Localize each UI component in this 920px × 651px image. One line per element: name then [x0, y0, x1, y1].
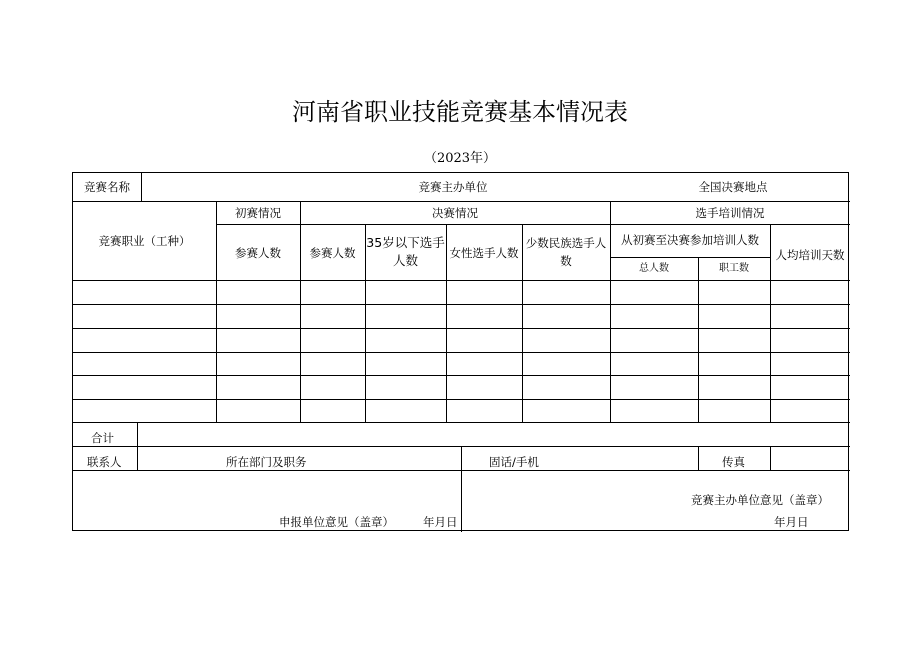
competition-name-label: 竞赛名称 [84, 180, 130, 194]
trained-count-header: 从初赛至决赛参加培训人数 [621, 233, 759, 247]
prelim-participants-header: 参赛人数 [235, 246, 281, 260]
total-row-label: 合计 [91, 431, 114, 445]
organizer-date: 年月日 [774, 515, 809, 529]
final-participants-header: 参赛人数 [309, 246, 356, 260]
year-label: （2023年） [423, 151, 497, 166]
applicant-date: 年月日 [423, 515, 458, 529]
organizer-opinion: 竞赛主办单位意见（盖章） [691, 493, 829, 507]
employees-header: 职工数 [719, 263, 749, 274]
competition-info-table [72, 172, 849, 531]
applicant-opinion: 申报单位意见（盖章） [279, 515, 394, 529]
phone-label: 固话/手机 [489, 455, 539, 469]
page-title: 河南省职业技能竞赛基本情况表 [292, 98, 628, 126]
minority-header: 少数民族选手人数 [525, 236, 607, 268]
under35-header: 35岁以下选手人数 [366, 235, 445, 268]
total-header: 总人数 [639, 263, 669, 274]
female-header: 女性选手人数 [449, 246, 519, 260]
finals-header: 决赛情况 [432, 206, 478, 220]
occupation-header: 竞赛职业（工种） [98, 234, 191, 248]
preliminary-header: 初赛情况 [235, 206, 281, 220]
training-header: 选手培训情况 [695, 206, 765, 220]
final-location-label: 全国决赛地点 [698, 180, 768, 194]
avg-days-header: 人均培训天数 [775, 248, 845, 262]
department-label: 所在部门及职务 [226, 455, 307, 469]
contact-label: 联系人 [87, 455, 122, 469]
organizer-label: 竞赛主办单位 [418, 180, 488, 194]
fax-label: 传真 [722, 455, 745, 469]
